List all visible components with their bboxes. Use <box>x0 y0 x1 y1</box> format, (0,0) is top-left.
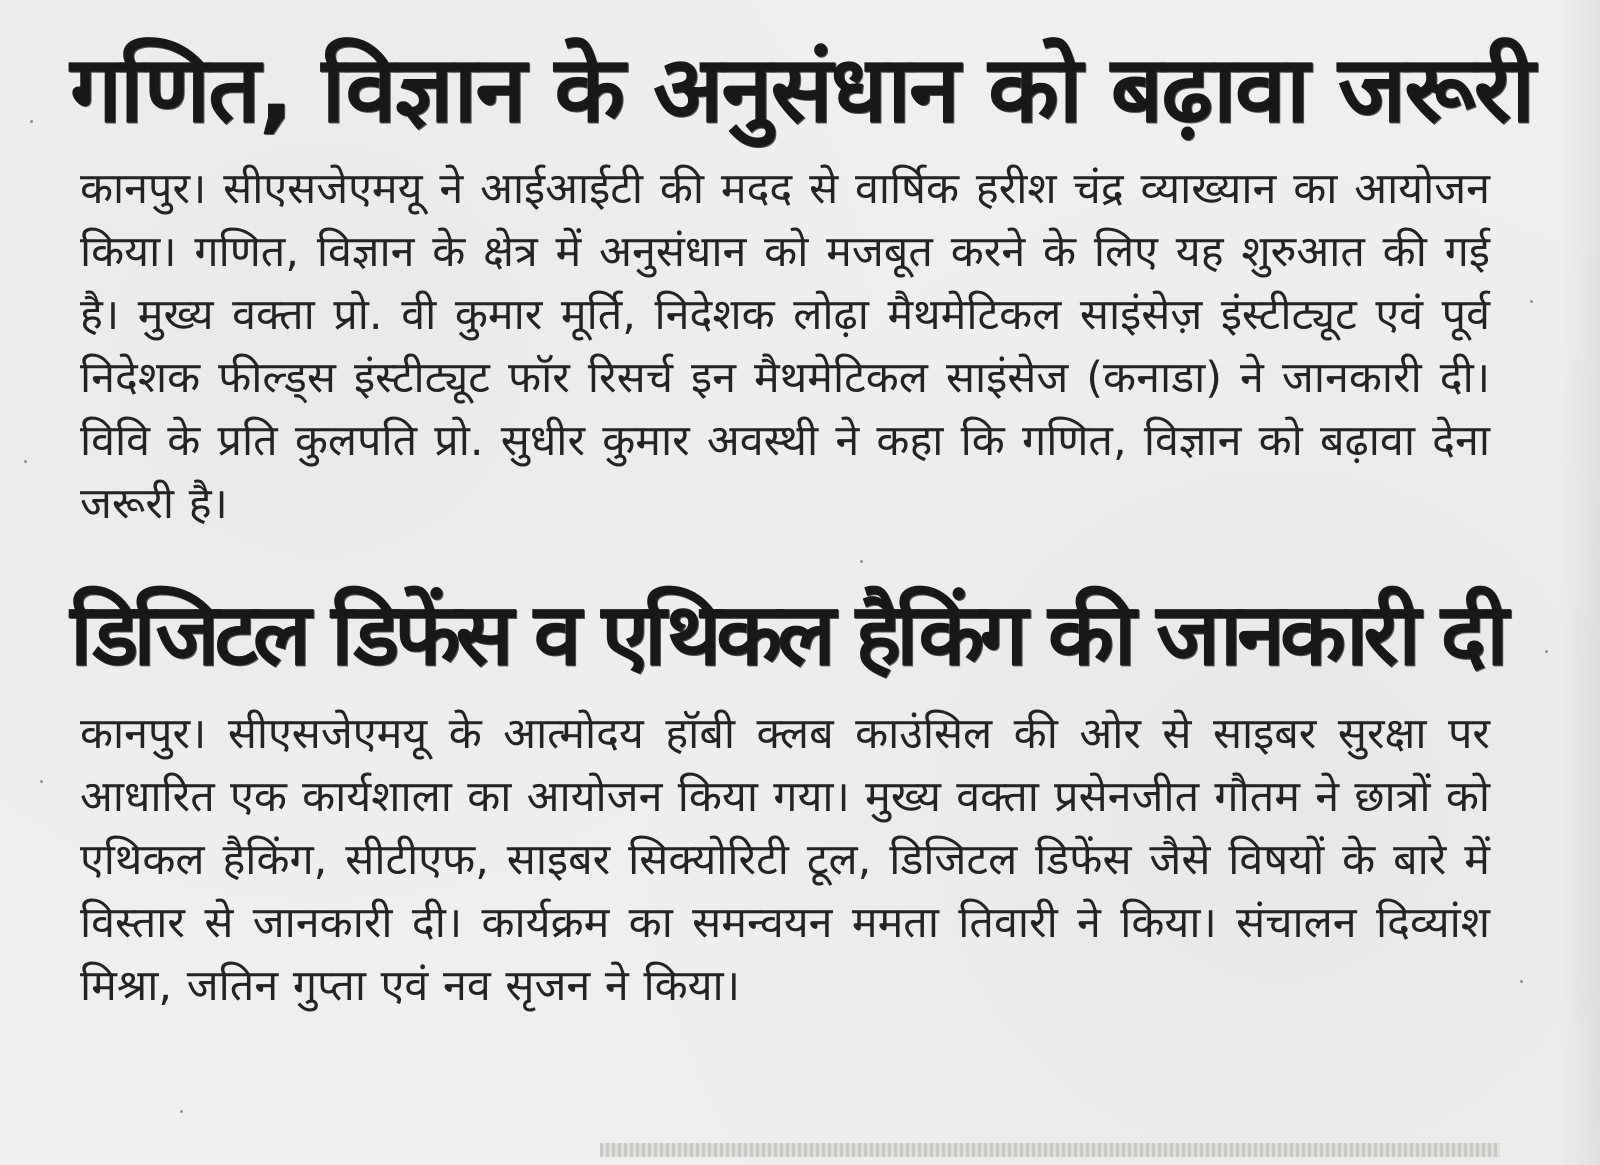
article-headline: डिजिटल डिफेंस व एथिकल हैकिंग की जानकारी दी <box>70 585 1504 685</box>
article-dateline: कानपुर। <box>80 164 207 214</box>
article-body <box>80 703 1490 1018</box>
article-headline: गणित, विज्ञान के अनुसंधान को बढ़ावा जरूरी <box>70 36 1534 143</box>
print-speck <box>1530 300 1533 303</box>
article-digital-defense-hacking <box>70 575 1504 1018</box>
print-speck <box>180 1110 183 1113</box>
print-speck <box>860 560 863 563</box>
torn-bottom-edge <box>600 1143 1500 1157</box>
article-math-science-research <box>70 30 1534 536</box>
article-body <box>80 158 1490 536</box>
print-speck <box>1545 650 1548 653</box>
print-speck <box>1520 980 1523 983</box>
article-body-text: सीएसजेएमयू ने आईआईटी की मदद से वार्षिक हरीश चंद्र व्याख्यान का आयोजन किया। गणित, विज्ञान के क्षेत्र में अनुसंधान को मजबूत करने के लिए यह शुरुआत की गई है। मुख्य वक्ता प्रो. वी कुमार मूर्ति, निदेशक लोढ़ा मैथमेटिकल साइंसेज़ इंस्टीट्यूट एवं पूर्व निदेशक फील्ड्स इंस्टीट्यूट फॉर रिसर्च इन मैथमेटिकल साइंसेज (कनाडा) ने जानकारी दी। विवि के प्रति कुलपति प्रो. सुधीर कुमार अवस्थी ने कहा कि गणित, विज्ञान को बढ़ावा देना जरूरी है। <box>80 164 1490 529</box>
paper-edge-shadow <box>1560 0 1600 1165</box>
article-body-text: सीएसजेएमयू के आत्मोदय हॉबी क्लब काउंसिल की ओर से साइबर सुरक्षा पर आधारित एक कार्यशाला का आयोजन किया गया। मुख्य वक्ता प्रसेनजीत गौतम ने छात्रों को एथिकल हैकिंग, सीटीएफ, साइबर सिक्योरिटी टूल, डिजिटल डिफेंस जैसे विषयों के बारे में विस्तार से जानकारी दी। कार्यक्रम का समन्वयन ममता तिवारी ने किया। संचालन दिव्यांश मिश्रा, जतिन गुप्ता एवं नव सृजन ने किया। <box>80 709 1490 1011</box>
print-speck <box>24 460 27 463</box>
article-dateline: कानपुर। <box>80 709 207 759</box>
print-speck <box>40 780 43 783</box>
print-speck <box>30 120 33 123</box>
